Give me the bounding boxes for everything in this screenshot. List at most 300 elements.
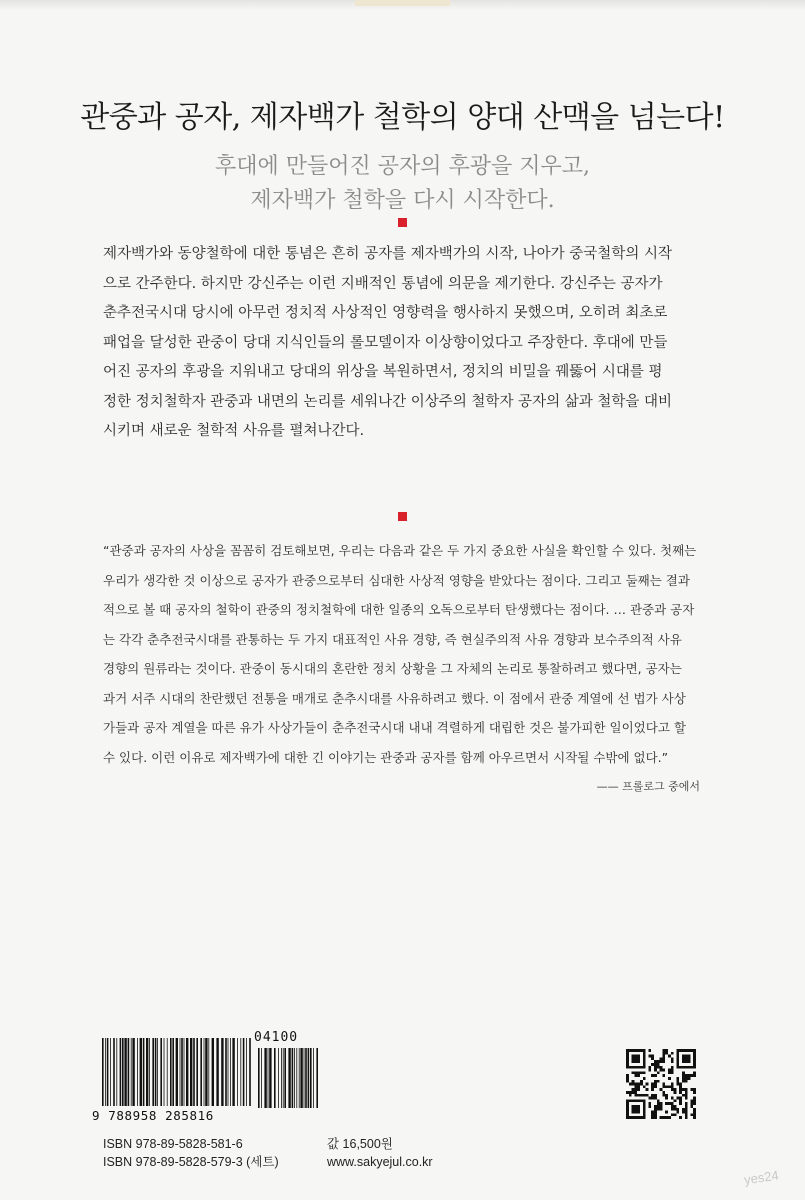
qr-module (668, 1071, 671, 1074)
qr-module (637, 1116, 640, 1119)
qr-module (693, 1060, 696, 1063)
qr-module (640, 1080, 643, 1083)
qr-module (657, 1080, 660, 1083)
qr-module (626, 1057, 629, 1060)
addon-bar (288, 1048, 290, 1108)
qr-module (637, 1088, 640, 1091)
qr-module (668, 1116, 671, 1119)
barcode-bar (212, 1038, 214, 1106)
qr-module (671, 1083, 674, 1086)
qr-module (643, 1085, 646, 1088)
qr-module (654, 1074, 657, 1077)
qr-module (654, 1080, 657, 1083)
qr-module (654, 1060, 657, 1063)
qr-module (634, 1105, 637, 1108)
barcode-bar (146, 1038, 148, 1106)
qr-module (648, 1102, 651, 1105)
qr-module (654, 1113, 657, 1116)
qr-module (660, 1069, 663, 1072)
qr-module (637, 1085, 640, 1088)
addon-bar (258, 1048, 260, 1108)
qr-module (626, 1080, 629, 1083)
barcode-bar (228, 1038, 229, 1106)
barcode-bar (107, 1038, 109, 1106)
qr-module (640, 1083, 643, 1086)
qr-module (648, 1049, 651, 1052)
qr-module (660, 1116, 663, 1119)
qr-module (682, 1080, 685, 1083)
quote-line: 경향의 원류라는 것이다. 관중이 동시대의 혼란한 정치 상황을 그 자체의 논리로 통찰하려고 했다면, 공자는 (103, 661, 682, 676)
qr-module (654, 1083, 657, 1086)
qr-module (657, 1102, 660, 1105)
headline: 관중과 공자, 제자백가 철학의 양대 산맥을 넘는다! (80, 100, 725, 135)
qr-module (640, 1049, 643, 1052)
qr-module (682, 1055, 685, 1058)
barcode-bar (196, 1038, 198, 1106)
qr-module (685, 1094, 688, 1097)
qr-module (685, 1116, 688, 1119)
qr-module (654, 1085, 657, 1088)
qr-module (671, 1069, 674, 1072)
qr-module (676, 1057, 679, 1060)
subheadline-line: 후대에 만들어진 공자의 후광을 지우고, (215, 154, 590, 179)
qr-module (643, 1066, 646, 1069)
qr-module (654, 1063, 657, 1066)
qr-module (629, 1049, 632, 1052)
qr-module (660, 1102, 663, 1105)
qr-module (682, 1066, 685, 1069)
qr-module (685, 1055, 688, 1058)
qr-module (682, 1108, 685, 1111)
qr-module (671, 1057, 674, 1060)
qr-module (637, 1071, 640, 1074)
qr-module (648, 1066, 651, 1069)
qr-module (674, 1099, 677, 1102)
red-square-divider (398, 218, 407, 227)
qr-module (685, 1091, 688, 1094)
qr-module (660, 1105, 663, 1108)
qr-module (632, 1060, 635, 1063)
addon-bar (269, 1048, 271, 1108)
qr-module (643, 1077, 646, 1080)
qr-module (643, 1113, 646, 1116)
qr-module (693, 1071, 696, 1074)
qr-module (626, 1055, 629, 1058)
qr-module (682, 1111, 685, 1114)
qr-module (682, 1060, 685, 1063)
body-line: 으로 간주한다. 하지만 강신주는 이런 지배적인 통념에 의문을 제기한다. 강신주는 공자가 (103, 275, 663, 292)
qr-module (676, 1066, 679, 1069)
addon-bar (310, 1048, 312, 1108)
qr-module (679, 1088, 682, 1091)
barcode-bar (160, 1038, 162, 1106)
barcode-bar (193, 1038, 195, 1106)
qr-module (626, 1077, 629, 1080)
qr-module (643, 1111, 646, 1114)
qr-module (634, 1083, 637, 1086)
quote-source: —— 프롤로그 중에서 (596, 780, 700, 793)
qr-module (674, 1088, 677, 1091)
qr-module (693, 1055, 696, 1058)
qr-module (626, 1113, 629, 1116)
qr-module (679, 1097, 682, 1100)
barcode-bar (140, 1038, 142, 1106)
qr-module (651, 1055, 654, 1058)
barcode-bar (190, 1038, 192, 1106)
barcode-bar (216, 1038, 218, 1106)
qr-module (654, 1066, 657, 1069)
qr-module (676, 1052, 679, 1055)
qr-module (682, 1049, 685, 1052)
qr-module (643, 1116, 646, 1119)
qr-module (632, 1071, 635, 1074)
qr-module (643, 1049, 646, 1052)
top-edge (0, 0, 805, 10)
barcode-bar (132, 1038, 134, 1106)
qr-module (634, 1085, 637, 1088)
qr-module (676, 1060, 679, 1063)
qr-module (651, 1063, 654, 1066)
qr-module (632, 1111, 635, 1114)
qr-module (654, 1094, 657, 1097)
barcode-bar (149, 1038, 150, 1106)
barcode-bar (120, 1038, 122, 1106)
qr-module (668, 1085, 671, 1088)
qr-module (629, 1091, 632, 1094)
qr-module (682, 1071, 685, 1074)
qr-module (665, 1094, 668, 1097)
qr-module (634, 1071, 637, 1074)
qr-module (688, 1049, 691, 1052)
qr-module (634, 1094, 637, 1097)
barcode-bar (249, 1038, 251, 1106)
qr-module (674, 1108, 677, 1111)
qr-module (676, 1083, 679, 1086)
qr-module (668, 1102, 671, 1105)
addon-bar (299, 1048, 300, 1108)
watermark-logo: yes24 (743, 1167, 780, 1188)
addon-bar (264, 1048, 266, 1108)
qr-module (648, 1105, 651, 1108)
qr-module (682, 1077, 685, 1080)
qr-module (660, 1088, 663, 1091)
qr-module (685, 1049, 688, 1052)
addon-bar (304, 1048, 305, 1108)
qr-module (688, 1066, 691, 1069)
qr-module (671, 1108, 674, 1111)
price: 값 16,500원 (327, 1137, 393, 1151)
qr-module (634, 1055, 637, 1058)
qr-module (632, 1091, 635, 1094)
qr-module (651, 1111, 654, 1114)
qr-module (685, 1080, 688, 1083)
qr-module (693, 1102, 696, 1105)
qr-module (688, 1060, 691, 1063)
qr-module (634, 1116, 637, 1119)
qr-module (685, 1088, 688, 1091)
qr-module (693, 1057, 696, 1060)
quote-line: 적으로 볼 때 공자의 철학이 관중의 정치철학에 대한 일종의 오독으로부터 탄생했다는 점이다. … 관중과 공자 (103, 602, 695, 617)
qr-module (685, 1111, 688, 1114)
qr-module (643, 1060, 646, 1063)
barcode-bar (221, 1038, 223, 1106)
qr-module (679, 1083, 682, 1086)
body-line: 제자백가와 동양철학에 대한 통념은 흔히 공자를 제자백가의 시작, 나아가 중국철학의 시작 (103, 246, 672, 262)
qr-module (626, 1102, 629, 1105)
qr-module (679, 1091, 682, 1094)
qr-module (651, 1116, 654, 1119)
qr-module (654, 1116, 657, 1119)
quote-line: 수 있다. 이런 이유로 제자백가에 대한 긴 이야기는 관중과 공자를 함께 아우르면서 시작될 수밖에 없다.” (103, 749, 669, 765)
qr-module (632, 1116, 635, 1119)
qr-module (693, 1097, 696, 1100)
qr-module (646, 1094, 649, 1097)
qr-module (676, 1097, 679, 1100)
qr-module (640, 1099, 643, 1102)
subheadline (0, 150, 805, 218)
qr-module (674, 1105, 677, 1108)
qr-module (637, 1099, 640, 1102)
prologue-quote (103, 536, 713, 772)
qr-module (654, 1111, 657, 1114)
qr-module (682, 1074, 685, 1077)
qr-module (626, 1116, 629, 1119)
addon-bar (278, 1048, 279, 1108)
qr-module (676, 1080, 679, 1083)
barcode-bar (167, 1038, 168, 1106)
qr-module (632, 1105, 635, 1108)
qr-module (690, 1049, 693, 1052)
qr-module (634, 1049, 637, 1052)
qr-module (626, 1074, 629, 1077)
isbn-barcode (92, 1032, 324, 1142)
qr-module (626, 1060, 629, 1063)
qr-module (626, 1052, 629, 1055)
qr-module (632, 1066, 635, 1069)
qr-module (685, 1057, 688, 1060)
qr-module (671, 1102, 674, 1105)
qr-module (629, 1099, 632, 1102)
qr-module (671, 1097, 674, 1100)
qr-module (634, 1091, 637, 1094)
qr-module (637, 1083, 640, 1086)
qr-module (632, 1049, 635, 1052)
qr-module (657, 1066, 660, 1069)
qr-module (634, 1057, 637, 1060)
barcode-bar (105, 1038, 106, 1106)
ean-digits: 9 788958 285816 (92, 1108, 214, 1123)
addon-bar (308, 1048, 310, 1108)
qr-module (643, 1102, 646, 1105)
qr-module (626, 1063, 629, 1066)
qr-module (660, 1108, 663, 1111)
qr-module (674, 1091, 677, 1094)
qr-module (679, 1085, 682, 1088)
qr-module (651, 1074, 654, 1077)
qr-module (662, 1074, 665, 1077)
qr-module (693, 1116, 696, 1119)
qr-module (651, 1057, 654, 1060)
barcode-bar (204, 1038, 205, 1106)
qr-module (685, 1074, 688, 1077)
qr-module (685, 1113, 688, 1116)
addon-bar (294, 1048, 295, 1108)
addon-bar (261, 1048, 262, 1108)
qr-module (662, 1094, 665, 1097)
qr-module (640, 1116, 643, 1119)
qr-module (671, 1052, 674, 1055)
addon-bar (283, 1048, 284, 1108)
qr-module (662, 1069, 665, 1072)
quote-line: 우리가 생각한 것 이상으로 공자가 관중으로부터 심대한 사상적 영향을 받았다는 점이다. 그리고 둘째는 결과 (103, 572, 690, 588)
qr-module (662, 1091, 665, 1094)
qr-module (676, 1049, 679, 1052)
website: www.sakyejul.co.kr (327, 1155, 433, 1169)
qr-module (690, 1074, 693, 1077)
qr-module (662, 1116, 665, 1119)
qr-module (693, 1111, 696, 1114)
qr-module (668, 1055, 671, 1058)
qr-module (688, 1074, 691, 1077)
qr-module (634, 1099, 637, 1102)
qr-module (668, 1069, 671, 1072)
qr-module (643, 1063, 646, 1066)
qr-module (662, 1085, 665, 1088)
qr-module (637, 1055, 640, 1058)
qr-module (665, 1097, 668, 1100)
qr-module (632, 1080, 635, 1083)
qr-module (651, 1113, 654, 1116)
barcode-bar (205, 1038, 207, 1106)
barcode-bar (122, 1038, 124, 1106)
qr-module (671, 1105, 674, 1108)
qr-module (654, 1069, 657, 1072)
qr-module (634, 1108, 637, 1111)
addon-bar (300, 1048, 302, 1108)
qr-module (660, 1057, 663, 1060)
qr-module (651, 1085, 654, 1088)
qr-module (640, 1066, 643, 1069)
barcode-bar (116, 1038, 117, 1106)
qr-module (626, 1091, 629, 1094)
addon-code: 04100 (254, 1030, 299, 1045)
spine-mark (355, 0, 450, 6)
qr-module (643, 1055, 646, 1058)
qr-module (643, 1057, 646, 1060)
qr-module (679, 1102, 682, 1105)
qr-module (682, 1057, 685, 1060)
qr-module (643, 1108, 646, 1111)
qr-module (688, 1077, 691, 1080)
qr-module (654, 1105, 657, 1108)
barcode-bar (184, 1038, 185, 1106)
qr-module (679, 1116, 682, 1119)
qr-module (657, 1060, 660, 1063)
qr-module (671, 1060, 674, 1063)
ean-barcode-bars (102, 1038, 252, 1106)
qr-module (640, 1071, 643, 1074)
qr-module (671, 1071, 674, 1074)
qr-module (662, 1057, 665, 1060)
qr-module (657, 1063, 660, 1066)
qr-module (690, 1099, 693, 1102)
barcode-bar (200, 1038, 202, 1106)
qr-module (646, 1083, 649, 1086)
qr-module (671, 1066, 674, 1069)
qr-module (660, 1060, 663, 1063)
qr-module (643, 1105, 646, 1108)
quote-line: 는 각각 춘추전국시대를 관통하는 두 가지 대표적인 사유 경향, 즉 현실주의적 사유 경향과 보수주의적 사유 (103, 631, 682, 647)
qr-module (651, 1088, 654, 1091)
qr-module (637, 1105, 640, 1108)
barcode-bar (172, 1038, 174, 1106)
qr-module (657, 1099, 660, 1102)
qr-module (634, 1111, 637, 1114)
price-block (327, 1135, 433, 1171)
addon-bar (296, 1048, 297, 1108)
qr-module (679, 1049, 682, 1052)
qr-module (693, 1099, 696, 1102)
qr-module (693, 1066, 696, 1069)
qr-module (629, 1083, 632, 1086)
qr-module (665, 1052, 668, 1055)
subheadline-line: 제자백가 철학을 다시 시작한다. (250, 188, 555, 213)
qr-module (676, 1063, 679, 1066)
barcode-bar (113, 1038, 115, 1106)
qr-module (626, 1049, 629, 1052)
qr-module (629, 1116, 632, 1119)
qr-module (646, 1088, 649, 1091)
isbn-line: ISBN 978-89-5828-581-6 (103, 1137, 243, 1151)
qr-module (690, 1113, 693, 1116)
qr-module (693, 1091, 696, 1094)
barcode-bar (225, 1038, 227, 1106)
quote-line: 가들과 공자 계열을 따른 유가 사상가들이 춘추전국시대 내내 격렬하게 대립한 것은 불가피한 일이었다고 할 (103, 720, 686, 735)
qr-module (662, 1060, 665, 1063)
barcode-bar (164, 1038, 165, 1106)
body-line: 시키며 새로운 철학적 사유를 펼쳐나간다. (103, 423, 365, 439)
barcode-bar (232, 1038, 234, 1106)
qr-module (676, 1108, 679, 1111)
qr-module (676, 1111, 679, 1114)
qr-module (643, 1052, 646, 1055)
qr-module (690, 1088, 693, 1091)
qr-module (690, 1102, 693, 1105)
qr-module (637, 1060, 640, 1063)
qr-module (626, 1066, 629, 1069)
barcode-bar (230, 1038, 231, 1106)
barcode-bar (237, 1038, 238, 1106)
qr-module (629, 1066, 632, 1069)
barcode-bar (128, 1038, 130, 1106)
barcode-bar (186, 1038, 188, 1106)
qr-module (640, 1094, 643, 1097)
qr-module (676, 1055, 679, 1058)
qr-module (637, 1049, 640, 1052)
quote-line: “관중과 공자의 사상을 꼼꼼히 검토해보면, 우리는 다음과 같은 두 가지 중요한 사실을 확인할 수 있다. 첫째는 (103, 543, 697, 558)
qr-module (679, 1099, 682, 1102)
addon-bar (292, 1048, 294, 1108)
qr-module (682, 1088, 685, 1091)
qr-module (690, 1105, 693, 1108)
qr-module (632, 1108, 635, 1111)
qr-module (665, 1102, 668, 1105)
qr-module (682, 1094, 685, 1097)
addon-bar (305, 1048, 307, 1108)
body-line: 어진 공자의 후광을 지워내고 당대의 위상을 복원하면서, 정치의 비밀을 꿰뚫어 시대를 평 (103, 364, 663, 380)
barcode-bar (143, 1038, 145, 1106)
qr-module (634, 1074, 637, 1077)
